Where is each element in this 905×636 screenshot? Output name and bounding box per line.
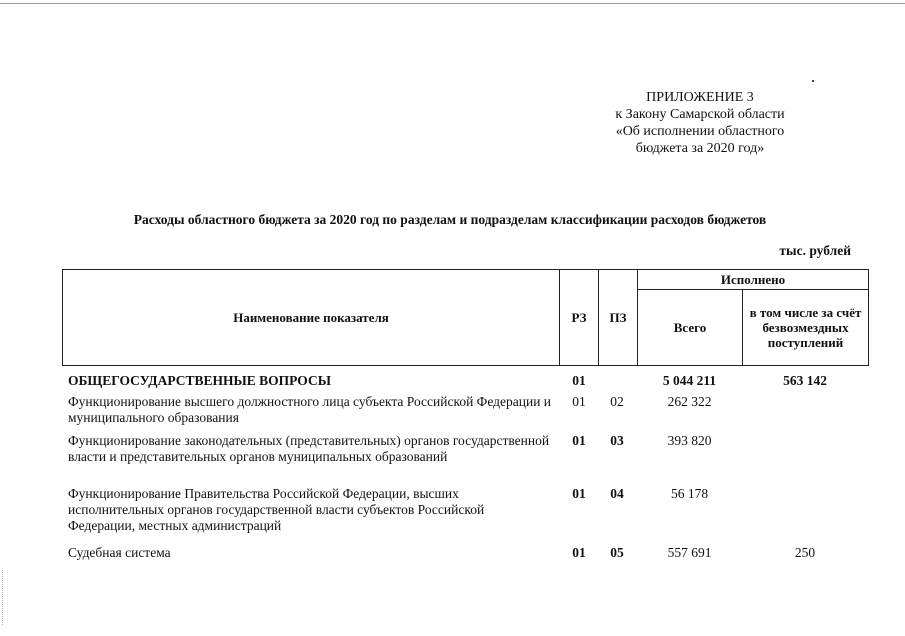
- row-rz: 01: [572, 433, 586, 448]
- document-title: Расходы областного бюджета за 2020 год по разделам и подразделам классификации расходов бюджетов: [133, 212, 767, 227]
- row-total: 393 820: [667, 433, 712, 448]
- appendix-block: [560, 89, 840, 157]
- header-pz: ПЗ: [599, 270, 638, 366]
- row-pz: 02: [610, 394, 624, 409]
- row-total: 5 044 211: [662, 373, 717, 388]
- top-border-line: [0, 3, 905, 4]
- header-executed: Исполнено: [638, 270, 869, 290]
- row-grants: 250: [794, 545, 816, 560]
- units-label: тыс. рублей: [779, 243, 851, 258]
- row-pz: 04: [610, 486, 624, 501]
- scan-speck: [812, 80, 814, 82]
- row-rz: 01: [572, 545, 586, 560]
- row-total: 56 178: [670, 486, 709, 501]
- row-rz: 01: [572, 394, 586, 409]
- row-name: Судебная система: [68, 545, 171, 560]
- row-grants: 563 142: [783, 373, 827, 388]
- row-total: 557 691: [667, 545, 712, 560]
- row-total: 262 322: [667, 394, 712, 409]
- row-name: Функционирование законодательных (представительных) органов государственной власти и представительных органов муниципальных образований: [68, 433, 550, 464]
- appendix-law: к Закону Самарской области: [615, 107, 785, 122]
- table-header: [62, 269, 869, 366]
- appendix-law-title-1: «Об исполнении областного: [615, 124, 785, 139]
- margin-scan-artifact: [2, 570, 4, 625]
- appendix-law-title-2: бюджета за 2020 год»: [635, 141, 765, 156]
- row-name: ОБЩЕГОСУДАРСТВЕННЫЕ ВОПРОСЫ: [68, 373, 331, 388]
- row-name: Функционирование высшего должностного лица субъекта Российской Федерации и муниципального образования: [68, 394, 552, 425]
- header-name: Наименование показателя: [63, 270, 560, 366]
- row-rz: 01: [572, 486, 586, 501]
- header-total: Всего: [638, 290, 743, 366]
- row-rz: 01: [572, 373, 586, 388]
- row-name: Функционирование Правительства Российской Федерации, высших исполнительных органов государственной власти субъектов Российской Федерации, местных администраций: [68, 486, 485, 533]
- row-pz: 05: [610, 545, 624, 560]
- row-pz: 03: [610, 433, 624, 448]
- header-rz: РЗ: [560, 270, 599, 366]
- appendix-number: ПРИЛОЖЕНИЕ 3: [646, 90, 754, 105]
- header-grants: в том числе за счёт безвозмездных поступлений: [743, 290, 869, 366]
